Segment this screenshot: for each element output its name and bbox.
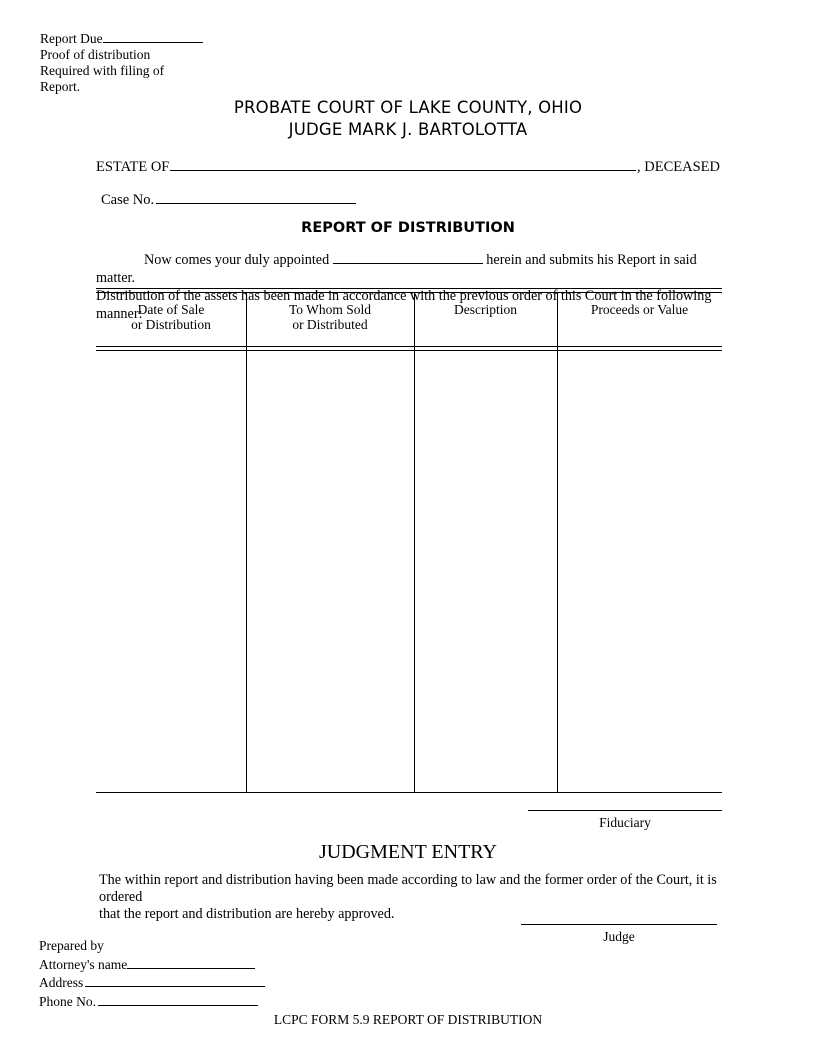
fiduciary-name-input[interactable] xyxy=(333,250,483,264)
column-header-description xyxy=(414,302,557,317)
judgment-entry-title: JUDGMENT ENTRY xyxy=(319,841,497,863)
column-header-date-of-sale xyxy=(96,302,246,332)
address-row xyxy=(39,973,265,992)
proof-line-3: Report. xyxy=(40,79,81,94)
intro-text-line2: Distribution of the assets has been made in accordance with the previous order of this Court in the following manner: xyxy=(96,288,712,322)
judge-name-title: JUDGE MARK J. BARTOLOTTA xyxy=(288,120,528,139)
table-header-rule-lower xyxy=(96,350,722,351)
table-divider-3 xyxy=(557,292,558,792)
report-due-label: Report Due xyxy=(40,31,103,46)
column-header-line1: Proceeds or Value xyxy=(590,302,689,317)
case-number-row xyxy=(101,190,356,209)
estate-of-row xyxy=(96,157,720,176)
column-header-line1: Date of Sale xyxy=(137,302,205,317)
column-header-proceeds-or-value xyxy=(557,302,722,317)
report-due-blank[interactable] xyxy=(103,30,203,43)
proof-line-1: Proof of distribution xyxy=(40,47,151,62)
report-due-note xyxy=(40,30,203,95)
prepared-by-heading-row xyxy=(39,938,265,955)
judgment-entry-line1: The within report and distribution having been made according to law and the former order of the Court, it is ordered xyxy=(99,872,717,905)
judge-signature-label: Judge xyxy=(603,929,635,944)
column-header-line2: or Distribution xyxy=(131,317,211,332)
table-top-rule-inner xyxy=(96,292,722,293)
proof-line-2: Required with filing of xyxy=(40,63,165,78)
fiduciary-signature-label: Fiduciary xyxy=(599,815,651,830)
judgment-entry-body xyxy=(99,872,735,923)
intro-text-part2: herein and submits his Report in said matter. xyxy=(96,252,697,286)
case-number-label: Case No. xyxy=(101,192,155,208)
judgment-entry-line2: that the report and distribution are hereby approved. xyxy=(99,906,395,922)
report-due-line xyxy=(40,30,203,47)
phone-input[interactable] xyxy=(98,992,258,1006)
attorney-name-label: Attorney's name xyxy=(39,956,128,972)
attorney-name-input[interactable] xyxy=(127,955,255,969)
table-divider-1 xyxy=(246,292,247,792)
attorney-name-row xyxy=(39,955,265,974)
court-title: PROBATE COURT OF LAKE COUNTY, OHIO xyxy=(233,98,583,117)
judge-signature-line[interactable] xyxy=(521,924,717,925)
table-top-rule-outer xyxy=(96,288,722,289)
phone-label: Phone No. xyxy=(39,993,96,1009)
prepared-by-block xyxy=(39,938,265,1010)
column-header-to-whom-sold xyxy=(246,302,414,332)
prepared-by-heading: Prepared by xyxy=(39,938,104,953)
table-header-rule-upper xyxy=(96,346,722,347)
table-divider-2 xyxy=(414,292,415,792)
address-label: Address xyxy=(39,975,84,990)
form-footer: LCPC FORM 5.9 REPORT OF DISTRIBUTION xyxy=(273,1012,543,1027)
table-bottom-rule xyxy=(96,792,722,793)
column-header-line1: To Whom Sold xyxy=(288,302,372,317)
fiduciary-signature-line[interactable] xyxy=(528,810,722,811)
address-input[interactable] xyxy=(85,973,265,987)
phone-row xyxy=(39,992,265,1011)
estate-of-input[interactable] xyxy=(170,157,636,171)
column-header-line1: Description xyxy=(454,302,517,317)
estate-of-label: ESTATE OF xyxy=(96,159,170,175)
form-title: REPORT OF DISTRIBUTION xyxy=(301,220,515,236)
deceased-suffix: , DECEASED xyxy=(637,159,720,175)
column-header-line2: or Distributed xyxy=(292,317,368,332)
case-number-input[interactable] xyxy=(156,190,356,204)
distribution-table xyxy=(96,288,722,793)
intro-text-part1: Now comes your duly appointed xyxy=(144,252,330,268)
